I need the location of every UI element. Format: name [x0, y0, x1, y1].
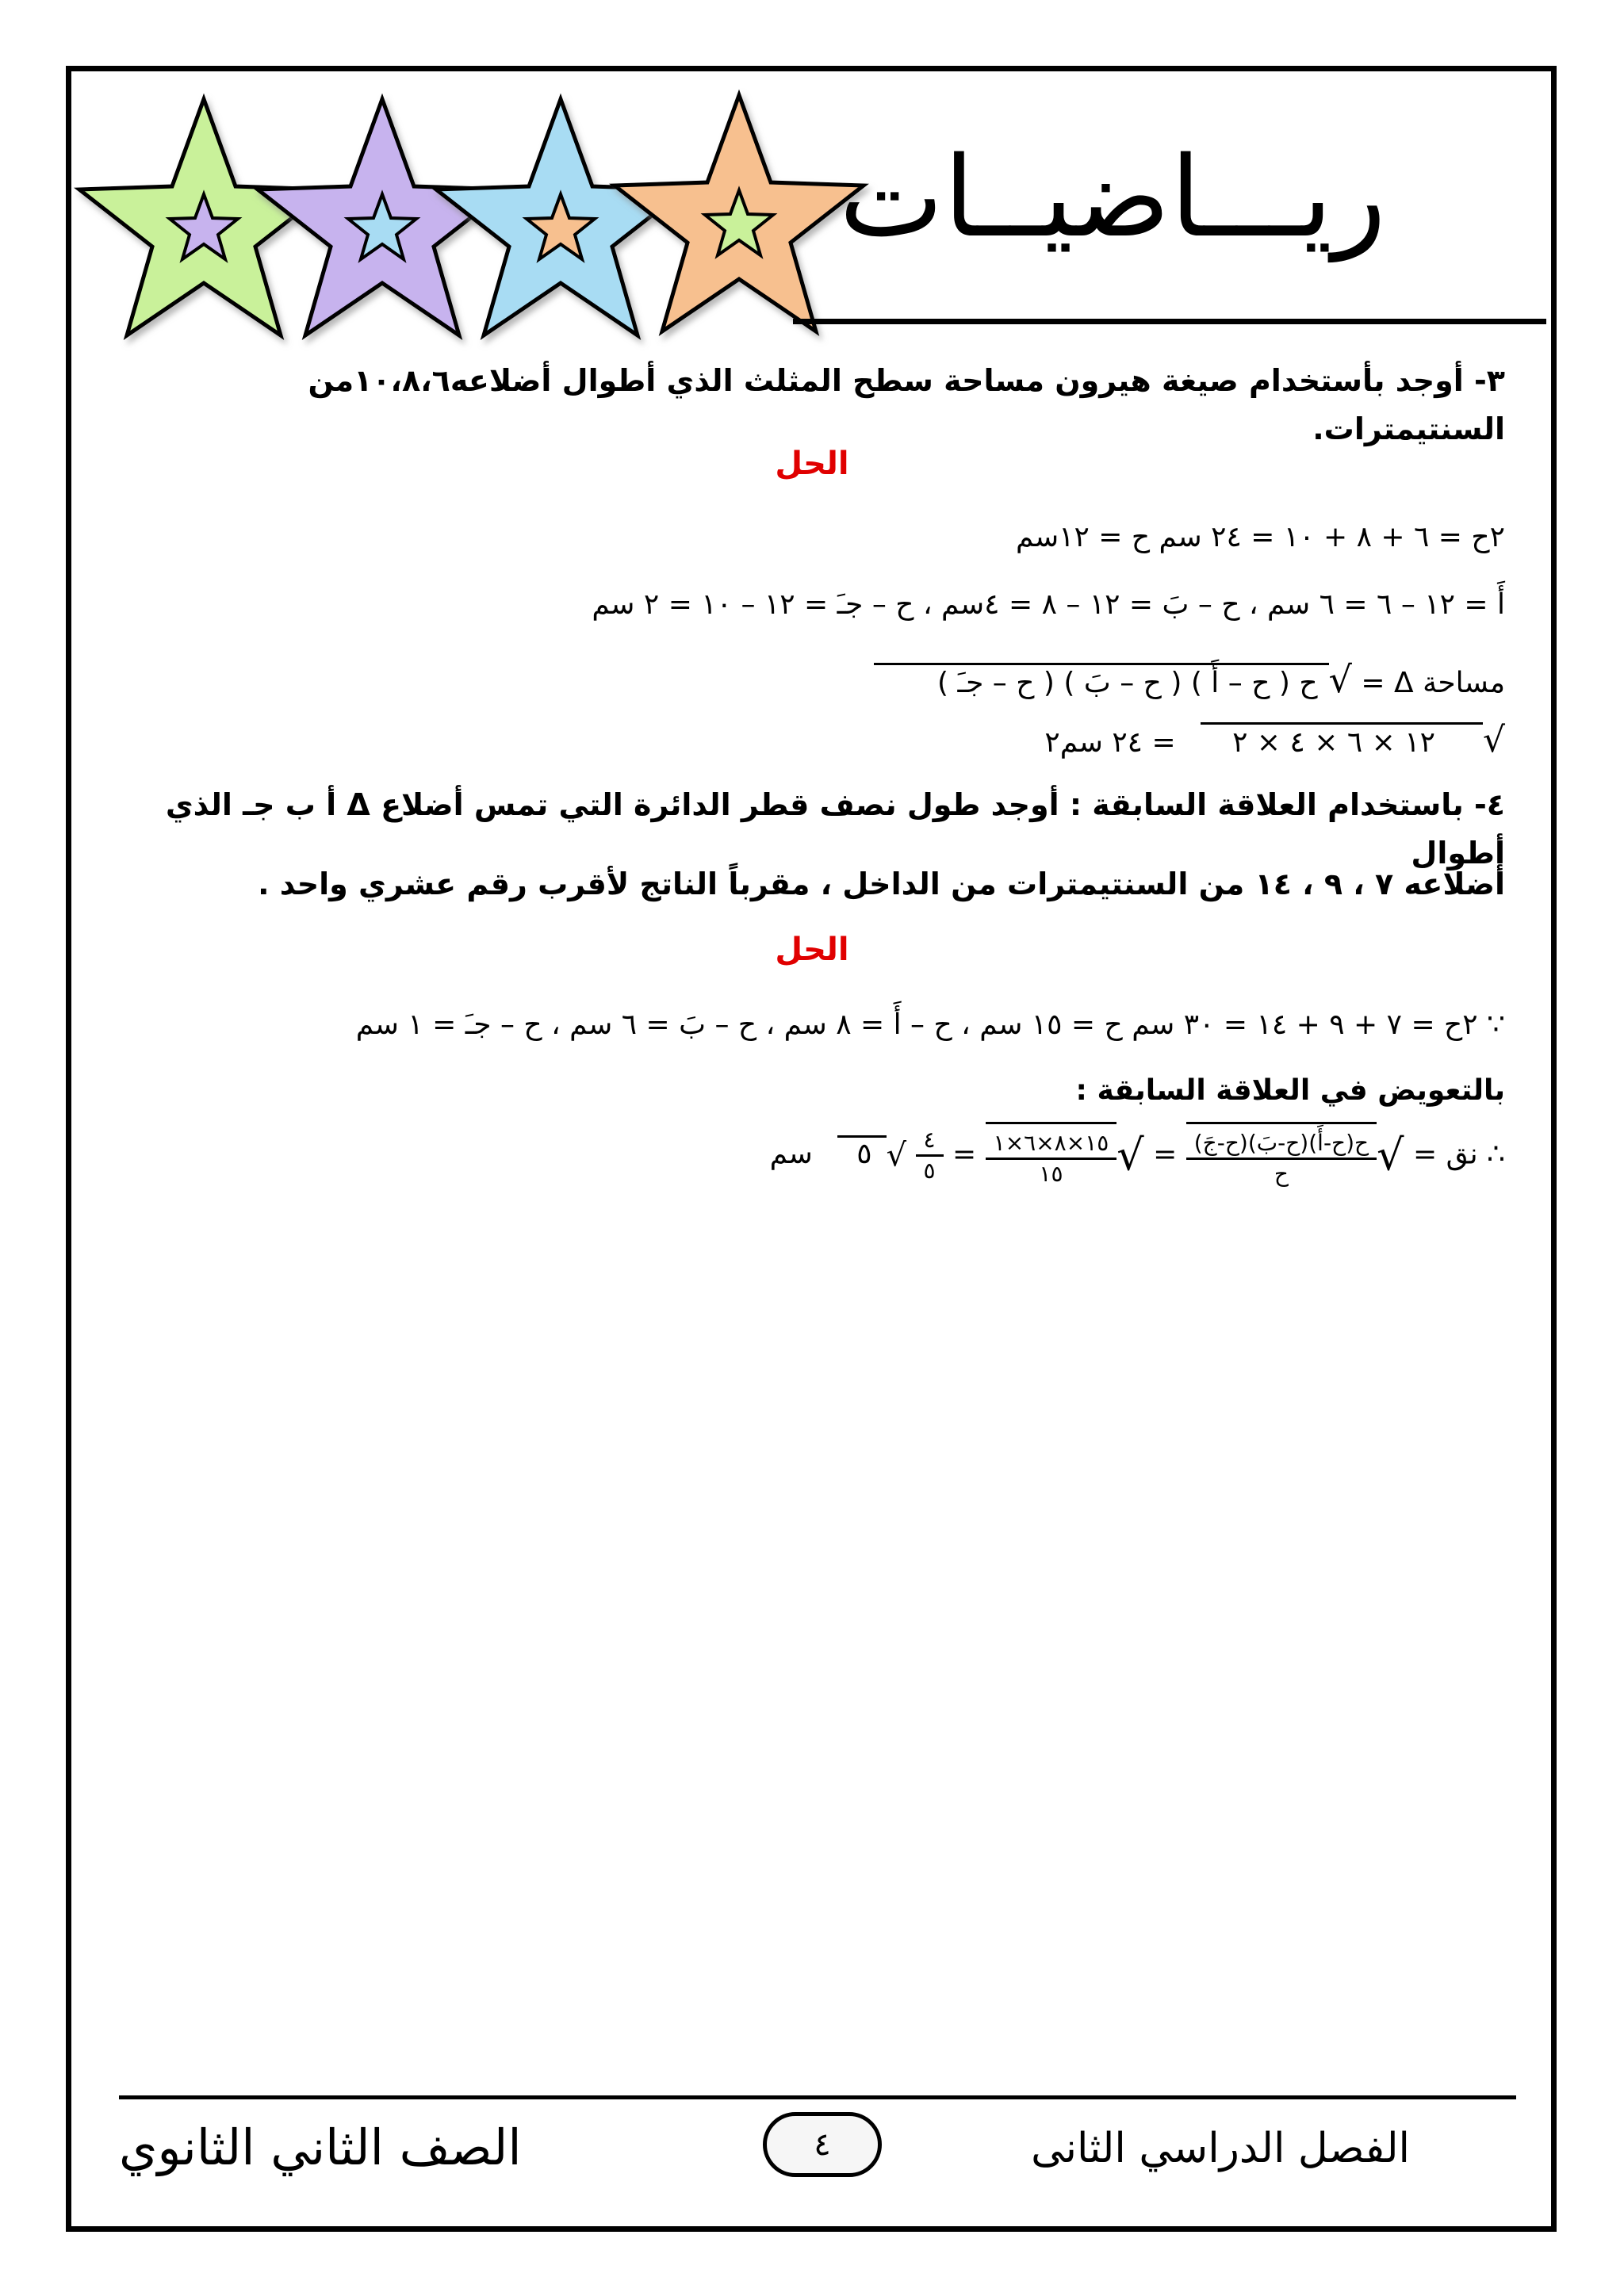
fraction-numeric-numerator: ١٥×٨×٦×١ — [986, 1129, 1117, 1160]
q3-step-1: ٢ح = ٦ + ٨ + ١٠ = ٢٤ سم ح = ١٢سم — [1016, 521, 1505, 553]
star-decoration-icon — [73, 79, 914, 365]
area-result: = ٢٤ سم٢ — [1044, 726, 1176, 759]
question-4-line-2: أضلاعه ٧ ، ٩ ، ١٤ من السنتيمترات من الداخل ، مقرباً الناتج لأقرب رقم عشري واحد . — [258, 867, 1505, 901]
question-4-line-1: ٤- باستخدام العلاقة السابقة : أوجد طول نصف قطر الدائرة التي تمس أضلاع Δ أ ب جـ الذي أطوال — [165, 787, 1505, 871]
sqrt-symbol-icon: √ — [1482, 720, 1505, 760]
q4-step-2: بالتعويض في العلاقة السابقة : — [1075, 1074, 1505, 1107]
unit-label: سم — [769, 1138, 813, 1171]
fraction-numeric — [986, 1122, 1117, 1189]
question-3: ٣- أوجد بأستخدام صيغة هيرون مساحة سطح المثلث الذي أطوال أضلاعه١٠،٨،٦من السنتيمترات. — [308, 363, 1505, 446]
solution-label-q4: الحل — [775, 932, 849, 968]
heron-radicand: ح ( ح – أَ ) ( ح – بَ ) ( ح – جـَ ) — [874, 663, 1329, 699]
sqrt-symbol-icon: √ — [1116, 1130, 1144, 1181]
page-number-badge: ٤ — [763, 2112, 882, 2177]
q4-step-1: ∵ ٢ح = ٧ + ٩ + ١٤ = ٣٠ سم ح = ١٥ سم ، ح – أَ = ٨ سم ، ح – بَ = ٦ سم ، ح – جـَ = ١ سم — [355, 1008, 1505, 1041]
blue-star-icon — [436, 99, 685, 335]
fraction-simplified-numerator: ٤ — [916, 1126, 944, 1157]
fraction-numeric-denominator: ١٥ — [1039, 1161, 1063, 1188]
footer-semester: الفصل الدراسي الثانى — [1031, 2125, 1410, 2172]
footer-rule — [119, 2095, 1516, 2099]
sqrt-symbol-icon: √ — [886, 1137, 907, 1174]
fraction-simplified — [916, 1126, 944, 1186]
fraction-general — [1186, 1122, 1377, 1189]
q3-step-3 — [874, 656, 1505, 704]
area-prefix: مساحة Δ = — [1351, 667, 1505, 699]
orange-star-icon — [615, 95, 864, 331]
fraction-general-numerator: ح(ح-أَ)(ح-بَ)(ح-جَ) — [1186, 1129, 1377, 1160]
radius-prefix: ∴ نق = — [1404, 1138, 1505, 1171]
equals-sign: = — [943, 1138, 977, 1171]
q3-step-4 — [1044, 718, 1505, 763]
sqrt-symbol-icon: √ — [1377, 1130, 1404, 1181]
sqrt-five: ٥ — [837, 1135, 886, 1170]
title-underline — [793, 319, 1546, 324]
q3-step-2: أَ = ١٢ – ٦ = ٦ سم ، ح – بَ = ١٢ – ٨ = ٤سم ، ح – جـَ = ١٢ – ١٠ = ٢ سم — [592, 588, 1505, 621]
footer-grade: الصف الثاني الثانوي — [119, 2118, 522, 2176]
q4-step-3 — [770, 1122, 1505, 1189]
solution-label-q3: الحل — [775, 446, 849, 482]
fraction-simplified-denominator: ٥ — [923, 1157, 936, 1184]
sqrt-symbol-icon: √ — [1328, 658, 1352, 701]
page-title: ريـــاضيــات — [839, 133, 1386, 262]
fraction-general-denominator: ح — [1274, 1161, 1289, 1188]
equals-sign: = — [1143, 1138, 1178, 1171]
numeric-radicand: ١٢ × ٦ × ٤ × ٢ — [1201, 722, 1483, 759]
